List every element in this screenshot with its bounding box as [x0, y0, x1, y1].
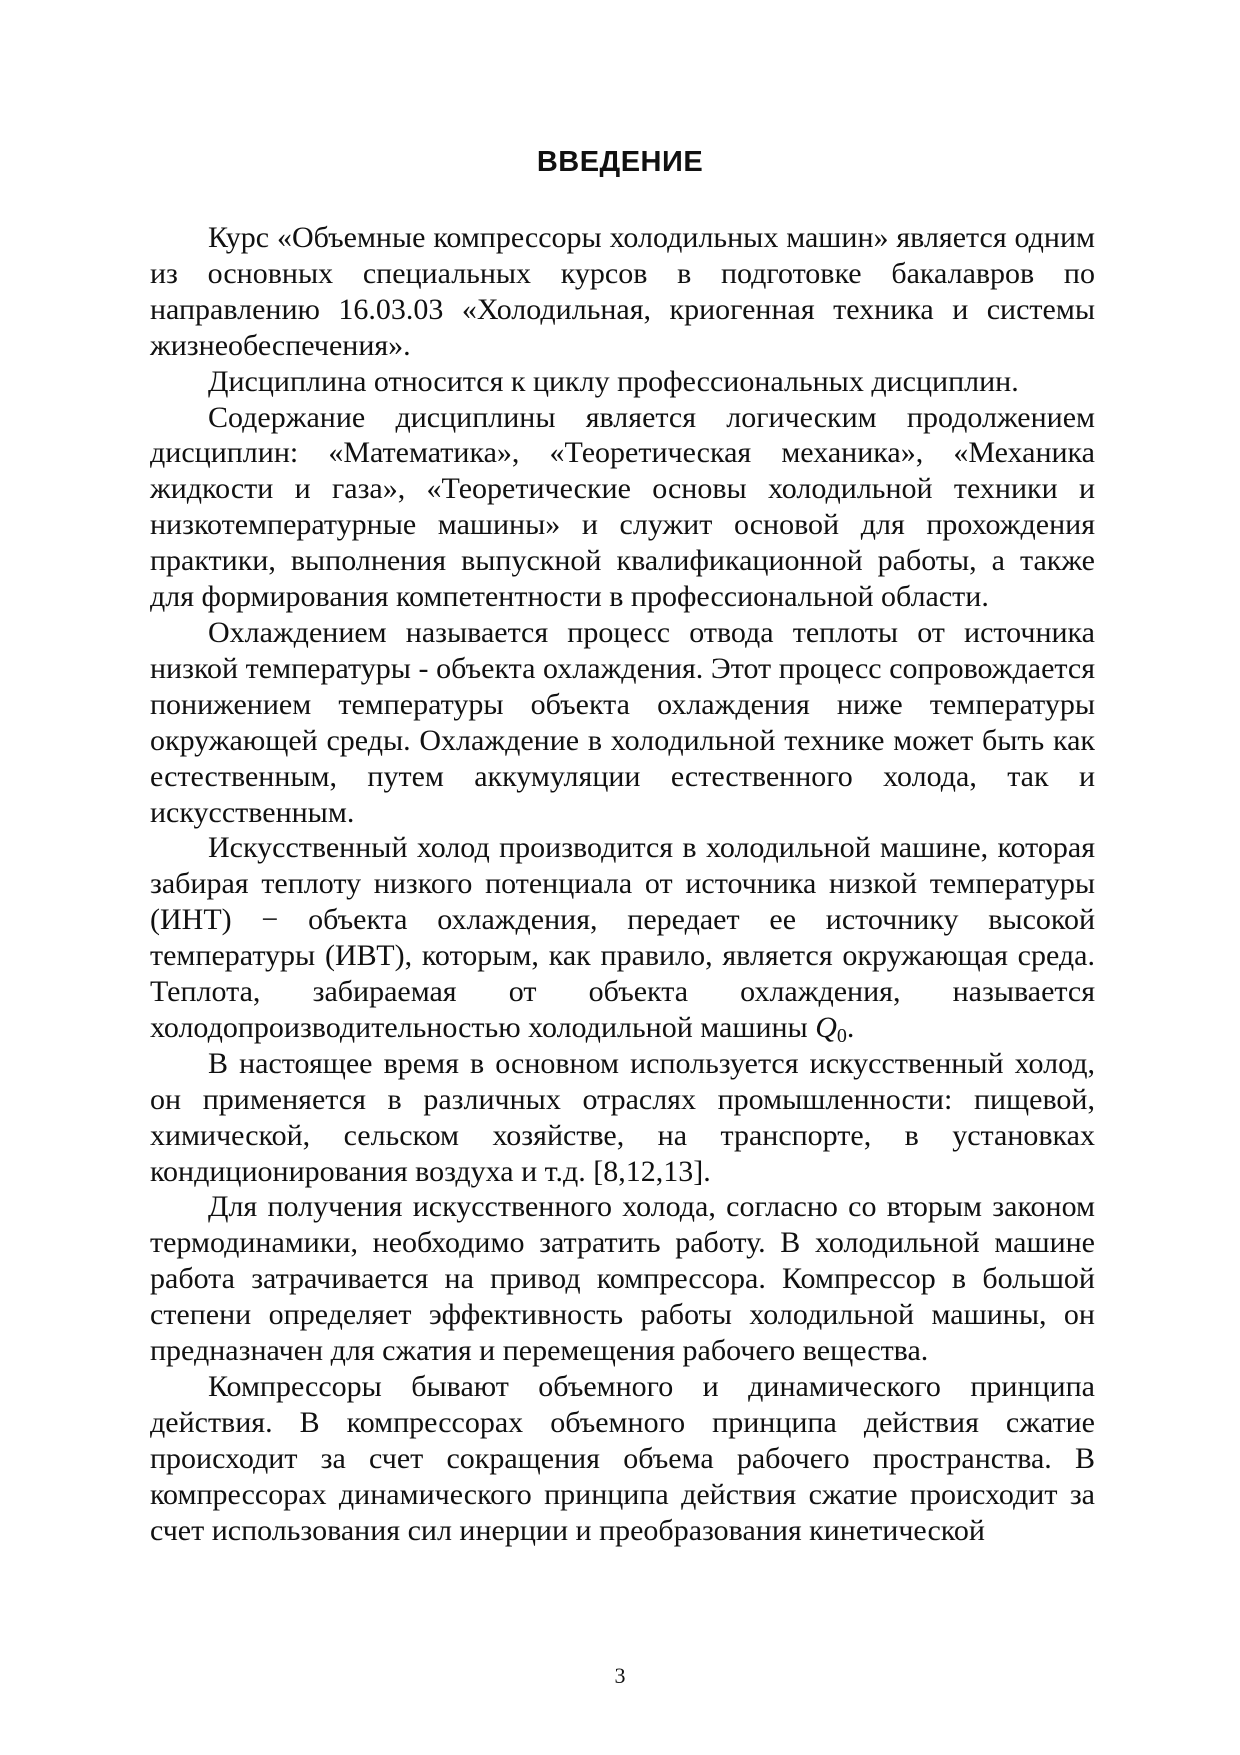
symbol-subscript: 0 — [836, 1024, 847, 1047]
paragraph-discipline-cycle: Дисциплина относится к циклу профессиональных дисциплин. — [208, 364, 1019, 398]
page-title: ВВЕДЕНИЕ — [536, 146, 704, 178]
paragraph-discipline-content: Содержание дисциплины является логическим продолжением дисциплин: «Математика», «Теоретическая механика», «Механика жидкости и газа», «Теоретические основы холодильной техники и низкотемпературные машины» и служит основой для прохождения практики, выполнения выпускной квалификационной работы, а также для формирования компетентности в профессиональной области. — [150, 400, 1095, 614]
paragraph-applications: В настоящее время в основном используется искусственный холод, он применяется в различных отраслях промышленности: пищевой, химической, сельском хозяйстве, на транспорте, в установках кондиционирования воздуха и т.д. [8,12,13]. — [150, 1046, 1095, 1188]
paragraph-artificial-cold-text: Искусственный холод производится в холодильной машине, которая забирая теплоту низкого потенциала от источника низкой температуры (ИНТ) − объекта охлаждения, передает ее источнику высокой температуры (ИВТ), которым, как правило, является окружающая среда. Теплота, забираемая от объекта охлаждения, называется холодопроизводительностью холодильной машины — [150, 831, 1095, 1044]
paragraph-artificial-cold — [150, 830, 1095, 1045]
body-text — [150, 220, 1095, 1549]
paragraph-cooling-definition: Охлаждением называется процесс отвода теплоты от источника низкой температуры - объекта охлаждения. Этот процесс сопровождается понижением температуры объекта охлаждения ниже температуры окружающей среды. Охлаждение в холодильной технике может быть как естественным, путем аккумуляции естественного холода, так и искусственным. — [150, 615, 1095, 829]
page-number: 3 — [614, 1663, 626, 1688]
cooling-capacity-symbol — [815, 1010, 847, 1047]
paragraph-course-intro: Курс «Объемные компрессоры холодильных машин» является одним из основных специальных курсов в подготовке бакалавров по направлению 16.03.03 «Холодильная, криогенная техника и системы жизнеобеспечения». — [150, 221, 1095, 362]
paragraph-artificial-cold-end: . — [846, 1010, 855, 1044]
symbol-letter: Q — [815, 1010, 837, 1044]
paragraph-compressor-role: Для получения искусственного холода, согласно со вторым законом термодинамики, необходимо затратить работу. В холодильной машине работа затрачивается на привод компрессора. Компрессор в большой степени определяет эффективность работы холодильной машины, он предназначен для сжатия и перемещения рабочего вещества. — [150, 1190, 1095, 1368]
paragraph-compressor-types: Компрессоры бывают объемного и динамического принципа действия. В компрессорах объемного принципа действия сжатие происходит за счет сокращения объема рабочего пространства. В компрессорах динамического принципа действия сжатие происходит за счет использования сил инерции и преобразования кинетической — [150, 1370, 1095, 1547]
